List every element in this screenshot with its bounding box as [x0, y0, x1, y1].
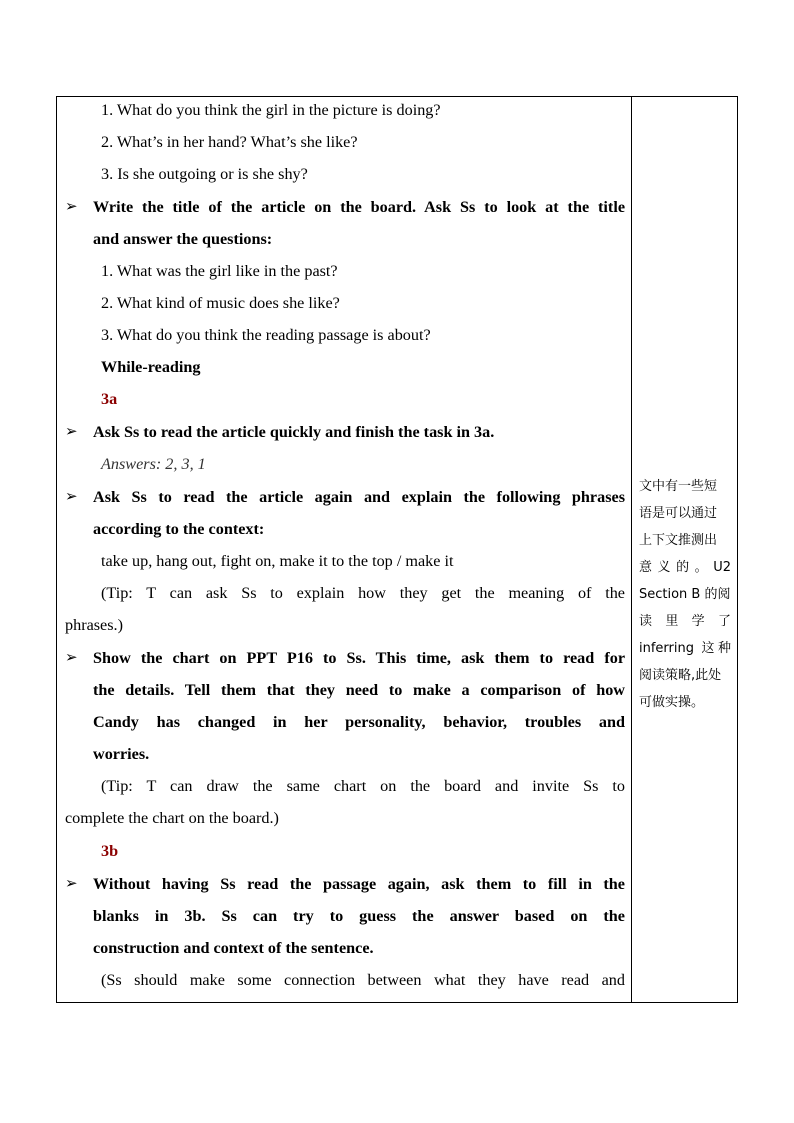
side-note-line: 读 里 学 了	[639, 614, 731, 629]
question-line: 1. What was the girl like in the past?	[101, 262, 338, 280]
note-line: (Ss should make some connection between what they have read and	[101, 971, 625, 989]
instruction-line: and answer the questions:	[93, 230, 273, 248]
question-line: 2. What’s in her hand? What’s she like?	[101, 133, 358, 151]
instruction-line: Candy has changed in her personality, behavior, troubles and	[93, 713, 625, 731]
instruction-line: worries.	[93, 745, 150, 763]
procedure-column	[57, 97, 631, 1002]
instruction-line: the details. Tell them that they need to make a comparison of how	[93, 681, 625, 699]
side-note-line: Section B 的阅	[639, 587, 731, 602]
side-note-line: 文中有一些短	[639, 479, 718, 494]
section-label-3b: 3b	[101, 842, 119, 860]
instruction-line: Write the title of the article on the board. Ask Ss to look at the title	[93, 198, 625, 216]
instruction-line: according to the context:	[93, 520, 265, 538]
instruction-line: Show the chart on PPT P16 to Ss. This time, ask them to read for	[93, 649, 625, 667]
tip-line: phrases.)	[65, 616, 123, 634]
side-note-line: inferring 这种	[639, 641, 731, 656]
section-label-3a: 3a	[101, 390, 118, 408]
notes-column	[632, 97, 738, 1002]
tip-line: (Tip: T can ask Ss to explain how they get the meaning of the	[101, 584, 625, 602]
side-note-line: 意 义 的 。 U2	[639, 560, 731, 575]
side-note-line: 上下文推测出	[639, 533, 718, 548]
section-heading: While-reading	[101, 358, 201, 376]
question-line: 3. What do you think the reading passage is about?	[101, 326, 431, 344]
bullet-arrow-icon: ➢	[65, 197, 78, 215]
answer-line: Answers: 2, 3, 1	[101, 455, 206, 473]
bullet-arrow-icon: ➢	[65, 648, 78, 666]
question-line: 3. Is she outgoing or is she shy?	[101, 165, 308, 183]
instruction-line: Ask Ss to read the article again and explain the following phrases	[93, 488, 625, 506]
tip-line: (Tip: T can draw the same chart on the board and invite Ss to	[101, 777, 625, 795]
question-line: 1. What do you think the girl in the picture is doing?	[101, 101, 441, 119]
question-line: 2. What kind of music does she like?	[101, 294, 340, 312]
phrases-line: take up, hang out, fight on, make it to the top / make it	[101, 552, 454, 570]
side-note-line: 语是可以通过	[639, 506, 718, 521]
instruction-line: Ask Ss to read the article quickly and finish the task in 3a.	[93, 423, 495, 441]
instruction-line: blanks in 3b. Ss can try to guess the answer based on the	[93, 907, 625, 925]
bullet-arrow-icon: ➢	[65, 874, 78, 892]
side-note-line: 可做实操。	[639, 695, 705, 710]
tip-line: complete the chart on the board.)	[65, 809, 279, 827]
side-note-line: 阅读策略,此处	[639, 668, 722, 683]
bullet-arrow-icon: ➢	[65, 487, 78, 505]
instruction-line: construction and context of the sentence.	[93, 939, 374, 957]
instruction-line: Without having Ss read the passage again, ask them to fill in the	[93, 875, 625, 893]
bullet-arrow-icon: ➢	[65, 422, 78, 440]
lesson-plan-table	[56, 96, 738, 1003]
